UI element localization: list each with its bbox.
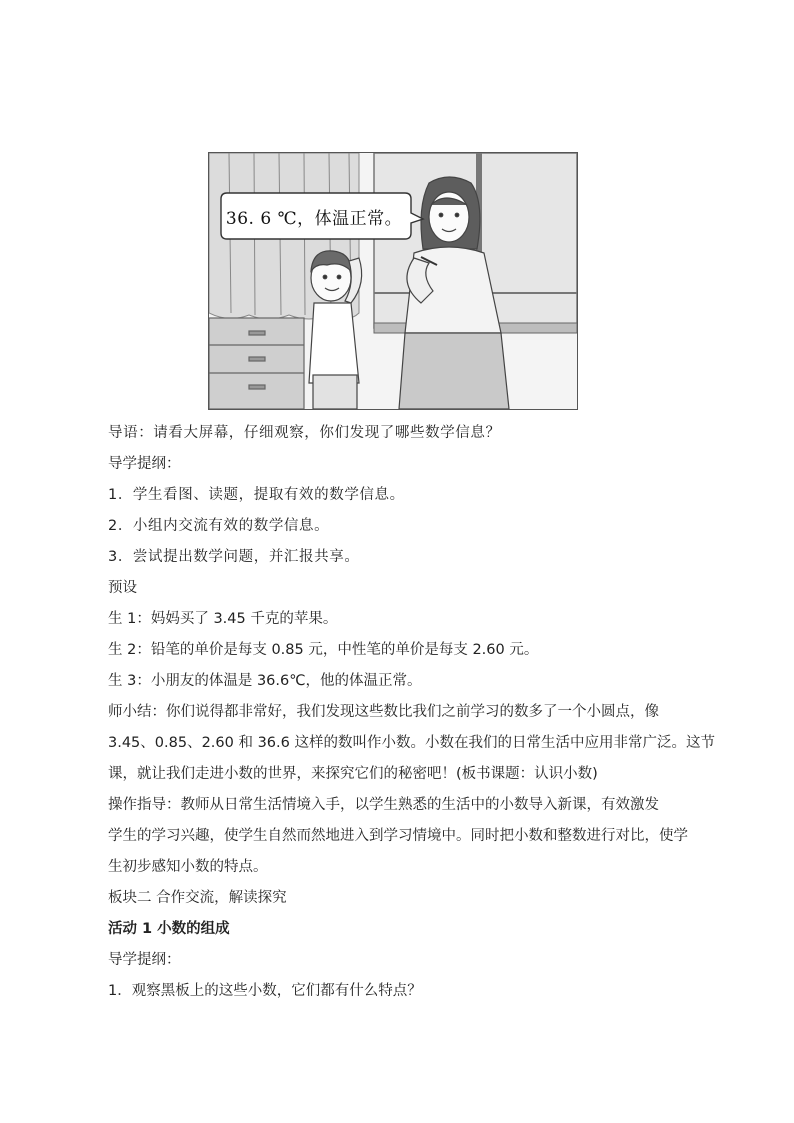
student-2-answer: 生 2：铅笔的单价是每支 0.85 元，中性笔的单价是每支 2.60 元。 [108, 642, 539, 658]
teacher-summary-line-2: 3.45、0.85、2.60 和 36.6 这样的数叫作小数。小数在我们的日常生活中应用非常广泛。这节 [108, 735, 715, 751]
outline-item-2: 2．小组内交流有效的数学信息。 [108, 518, 330, 534]
section-heading: 板块二 合作交流，解读探究 [108, 890, 287, 906]
intro-line: 导语：请看大屏幕，仔细观察，你们发现了哪些数学信息？ [108, 425, 501, 441]
outline-heading: 导学提纲： [108, 456, 181, 472]
student-1-answer: 生 1：妈妈买了 3.45 千克的苹果。 [108, 611, 338, 627]
outline-item-3: 3．尝试提出数学问题，并汇报共享。 [108, 549, 360, 565]
activity-heading: 活动 1 小数的组成 [108, 921, 230, 937]
preset-heading: 预设 [108, 580, 137, 596]
outline-heading-2: 导学提纲： [108, 952, 181, 968]
student-3-answer: 生 3：小朋友的体温是 36.6℃，他的体温正常。 [108, 673, 422, 689]
guidance-line-1: 操作指导：教师从日常生活情境入手，以学生熟悉的生活中的小数导入新课，有效激发 [108, 797, 659, 813]
speech-bubble-text: 36. 6 ℃，体温正常。 [225, 208, 403, 229]
teacher-summary-line-1: 师小结：你们说得都非常好，我们发现这些数比我们之前学习的数多了一个小圆点，像 [108, 704, 659, 720]
outline-question-1: 1．观察黑板上的这些小数，它们都有什么特点？ [108, 983, 422, 999]
teacher-summary-line-3: 课，就让我们走进小数的世界，来探究它们的秘密吧！(板书课题：认识小数) [108, 766, 598, 782]
guidance-line-3: 生初步感知小数的特点。 [108, 859, 268, 875]
guidance-line-2: 学生的学习兴趣，使学生自然而然地进入到学习情境中。同时把小数和整数进行对比，使学 [108, 828, 688, 844]
outline-item-1: 1．学生看图、读题，提取有效的数学信息。 [108, 487, 405, 503]
classroom-illustration [208, 152, 578, 410]
